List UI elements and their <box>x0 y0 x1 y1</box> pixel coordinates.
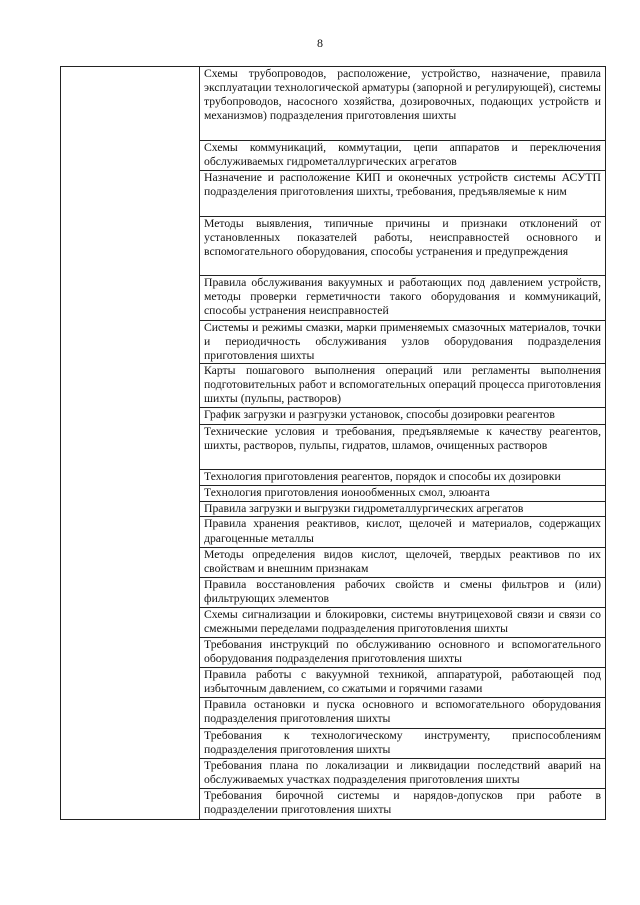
row-text: Технические условия и требования, предъявляемые к качеству реагентов, шихты, растворов, пульпы, гидратов, шламов, очищенных растворов <box>204 424 601 453</box>
table-row <box>200 548 605 578</box>
table-row <box>200 408 605 425</box>
row-text: Методы определения видов кислот, щелочей, твердых реактивов по их свойствам и внешним признакам <box>204 547 601 575</box>
table-row <box>200 67 605 141</box>
table-row <box>200 668 605 698</box>
row-text: Правила обслуживания вакуумных и работающих под давлением устройств, методы проверки герметичности такого оборудования и коммуникаций, способы устранения неисправностей <box>204 276 601 318</box>
row-text: Системы и режимы смазки, марки применяемых смазочных материалов, точки и периодичность обслуживания узлов оборудования подразделения приготовления шихты <box>204 320 601 363</box>
table-right-column <box>200 67 605 819</box>
table-row <box>200 141 605 171</box>
row-text: Правила остановки и пуска основного и вспомогательного оборудования подразделения приготовления шихты <box>204 698 601 726</box>
table-row <box>200 698 605 728</box>
row-text: Требования бирочной системы и нарядов-допусков при работе в подразделении приготовления шихты <box>204 788 601 816</box>
table-row <box>200 638 605 668</box>
table-row <box>200 217 605 276</box>
row-text: Карты пошагового выполнения операций или регламенты выполнения подготовительных работ и вспомогательных операций процесса приготовления шихты (пульпы, растворов) <box>204 363 601 405</box>
row-text: Методы выявления, типичные причины и признаки отклонений от установленных показателей работы, неисправностей основного и вспомогательного оборудования, способы устранения и предупреждения <box>204 216 601 258</box>
row-text: Правила хранения реактивов, кислот, щелочей и материалов, содержащих драгоценные металлы <box>204 517 601 545</box>
table-row <box>200 321 605 364</box>
row-text: Схемы сигнализации и блокировки, системы внутрицеховой связи и связи со смежными переделами подразделения приготовления шихты <box>204 607 601 635</box>
table-row <box>200 425 605 470</box>
table-row <box>200 789 605 819</box>
row-text: Требования инструкций по обслуживанию основного и вспомогательного оборудования подразделения приготовления шихты <box>204 638 601 666</box>
table-row <box>200 759 605 789</box>
row-text: Технология приготовления реагентов, порядок и способы их дозировки <box>204 469 561 483</box>
knowledge-table <box>60 66 606 820</box>
row-text: Схемы коммуникаций, коммутации, цепи аппаратов и переключения обслуживаемых гидрометаллургических агрегатов <box>204 140 601 168</box>
row-text: Требования плана по локализации и ликвидации последствий аварий на обслуживаемых участках подразделения приготовления шихты <box>204 758 601 786</box>
table-row <box>200 486 605 502</box>
table-row <box>200 578 605 608</box>
row-text: Схемы трубопроводов, расположение, устройство, назначение, правила эксплуатации технологической арматуры (запорной и регулирующей), системы трубопроводов, насосного хозяйства, дозировочных, подающих устройств и механизмов) подразделения приготовления шихты <box>204 67 601 123</box>
table-row <box>200 470 605 487</box>
table-row <box>200 729 605 759</box>
row-text: Технология приготовления ионообменных смол, элюанта <box>204 486 490 500</box>
table-row <box>200 608 605 638</box>
table-row <box>200 364 605 409</box>
table-row <box>200 171 605 217</box>
table-row <box>200 517 605 547</box>
row-text: Правила восстановления рабочих свойств и смены фильтров и (или) фильтрующих элементов <box>204 577 601 605</box>
table-left-column <box>61 67 200 819</box>
row-text: Правила работы с вакуумной техникой, аппаратурой, работающей под избыточным давлением, со сжатыми и горячими газами <box>204 668 601 696</box>
row-text: Назначение и расположение КИП и оконечных устройств системы АСУТП подразделения приготовления шихты, требования, предъявляемые к ним <box>204 171 601 199</box>
row-text: График загрузки и разгрузки установок, способы дозировки реагентов <box>204 408 555 422</box>
row-text: Правила загрузки и выгрузки гидрометаллургических агрегатов <box>204 501 524 515</box>
page-number: 8 <box>317 36 323 50</box>
row-text: Требования к технологическому инструменту, приспособлениям подразделения приготовления шихты <box>204 728 601 756</box>
table-row <box>200 276 605 321</box>
table-row <box>200 502 605 518</box>
